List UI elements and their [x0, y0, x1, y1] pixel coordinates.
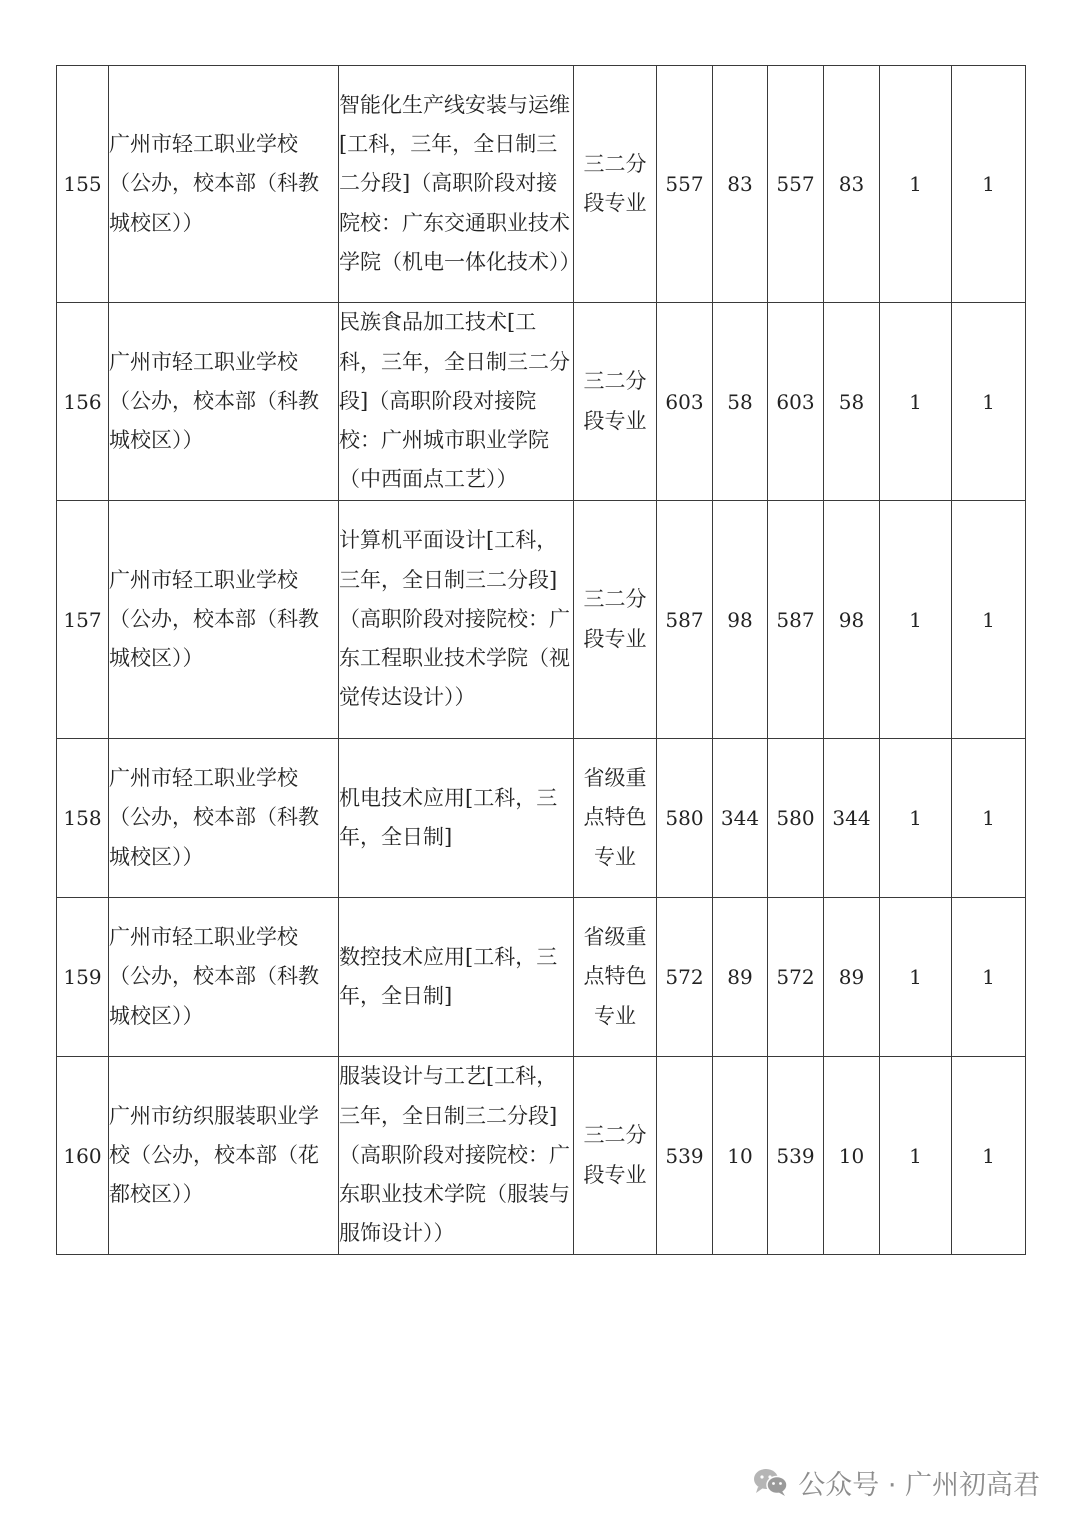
- major-name: 机电技术应用[工科，三年，全日制]: [339, 739, 574, 898]
- value-cell-3: 603: [768, 303, 824, 501]
- value-cell-6: 1: [952, 898, 1026, 1057]
- value-cell-5: 1: [880, 303, 952, 501]
- table-row: [57, 898, 1026, 1057]
- value-cell-2: 98: [713, 501, 768, 739]
- school-name: 广州市轻工职业学校（公办，校本部（科教城校区））: [109, 303, 339, 501]
- value-cell-3: 580: [768, 739, 824, 898]
- major-name: 计算机平面设计[工科，三年，全日制三二分段]（高职阶段对接院校：广东工程职业技术学院（视觉传达设计））: [339, 501, 574, 739]
- table-row: [57, 501, 1026, 739]
- major-category: 三二分段专业: [574, 1057, 657, 1255]
- value-cell-4: 58: [824, 303, 880, 501]
- admissions-table: [56, 65, 1026, 1255]
- row-number: 155: [57, 66, 109, 303]
- major-name: 服装设计与工艺[工科，三年，全日制三二分段]（高职阶段对接院校：广东职业技术学院（服装与服饰设计））: [339, 1057, 574, 1255]
- major-category: 省级重点特色专业: [574, 898, 657, 1057]
- value-cell-4: 83: [824, 66, 880, 303]
- major-category: 省级重点特色专业: [574, 739, 657, 898]
- school-name: 广州市轻工职业学校（公办，校本部（科教城校区））: [109, 739, 339, 898]
- value-cell-4: 344: [824, 739, 880, 898]
- value-cell-2: 83: [713, 66, 768, 303]
- major-name: 数控技术应用[工科，三年，全日制]: [339, 898, 574, 1057]
- table-row: [57, 739, 1026, 898]
- row-number: 158: [57, 739, 109, 898]
- value-cell-3: 557: [768, 66, 824, 303]
- row-number: 156: [57, 303, 109, 501]
- value-cell-3: 572: [768, 898, 824, 1057]
- value-cell-4: 89: [824, 898, 880, 1057]
- row-number: 157: [57, 501, 109, 739]
- school-name: 广州市轻工职业学校（公办，校本部（科教城校区））: [109, 501, 339, 739]
- value-cell-2: 10: [713, 1057, 768, 1255]
- value-cell-6: 1: [952, 1057, 1026, 1255]
- school-name: 广州市轻工职业学校（公办，校本部（科教城校区））: [109, 898, 339, 1057]
- major-category: 三二分段专业: [574, 66, 657, 303]
- school-name: 广州市轻工职业学校（公办，校本部（科教城校区））: [109, 66, 339, 303]
- value-cell-4: 10: [824, 1057, 880, 1255]
- value-cell-3: 587: [768, 501, 824, 739]
- major-category: 三二分段专业: [574, 501, 657, 739]
- value-cell-1: 557: [657, 66, 713, 303]
- wechat-icon: [752, 1467, 788, 1497]
- value-cell-5: 1: [880, 66, 952, 303]
- watermark: [752, 1462, 1040, 1502]
- row-number: 160: [57, 1057, 109, 1255]
- value-cell-6: 1: [952, 66, 1026, 303]
- value-cell-1: 580: [657, 739, 713, 898]
- value-cell-5: 1: [880, 1057, 952, 1255]
- major-name: 智能化生产线安装与运维[工科，三年，全日制三二分段]（高职阶段对接院校：广东交通职业技术学院（机电一体化技术））: [339, 66, 574, 303]
- value-cell-2: 58: [713, 303, 768, 501]
- major-name: 民族食品加工技术[工科，三年，全日制三二分段]（高职阶段对接院校：广州城市职业学院（中西面点工艺））: [339, 303, 574, 501]
- value-cell-5: 1: [880, 898, 952, 1057]
- value-cell-4: 98: [824, 501, 880, 739]
- school-name: 广州市纺织服装职业学校（公办，校本部（花都校区））: [109, 1057, 339, 1255]
- value-cell-6: 1: [952, 303, 1026, 501]
- value-cell-6: 1: [952, 739, 1026, 898]
- value-cell-5: 1: [880, 501, 952, 739]
- row-number: 159: [57, 898, 109, 1057]
- value-cell-1: 587: [657, 501, 713, 739]
- major-category: 三二分段专业: [574, 303, 657, 501]
- value-cell-1: 603: [657, 303, 713, 501]
- value-cell-1: 572: [657, 898, 713, 1057]
- table-row: [57, 1057, 1026, 1255]
- table-row: [57, 303, 1026, 501]
- value-cell-2: 344: [713, 739, 768, 898]
- watermark-text: 公众号 · 广州初高君: [798, 1469, 1040, 1501]
- value-cell-1: 539: [657, 1057, 713, 1255]
- value-cell-5: 1: [880, 739, 952, 898]
- value-cell-2: 89: [713, 898, 768, 1057]
- value-cell-6: 1: [952, 501, 1026, 739]
- value-cell-3: 539: [768, 1057, 824, 1255]
- table-row: [57, 66, 1026, 303]
